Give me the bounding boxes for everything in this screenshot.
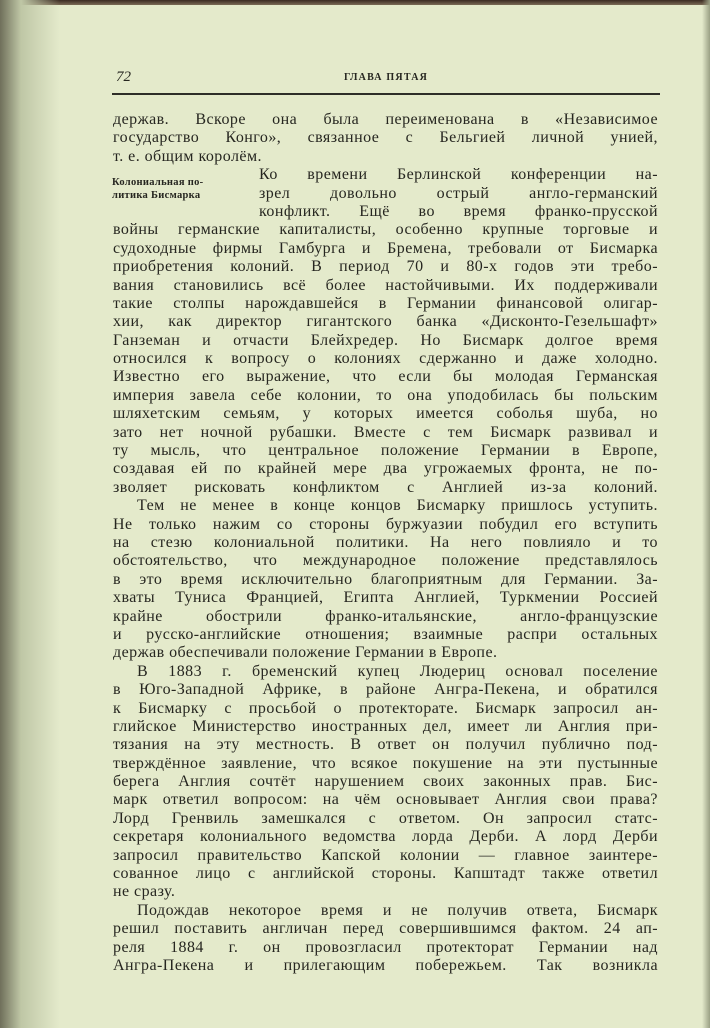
text-line: империя завела себе колонии, то она уподобилась бы польским	[113, 386, 658, 404]
text-line: Известно его выражение, что если бы молодая Германская	[113, 368, 658, 386]
text-line: тязания на эту местность. В ответ он получил публично под-	[113, 736, 658, 754]
text-line: государство Конго», связанное с Бельгией личной унией,	[113, 129, 658, 147]
text-line: реля 1884 г. он провозгласил протекторат Германии над	[113, 938, 658, 956]
text-line: тверждённое заявление, что всякое покушение на эти пустынные	[113, 754, 658, 772]
text-line: не сразу.	[113, 883, 176, 901]
text-line: шляхетским семьям, у которых имеется соболья шуба, но	[113, 405, 658, 423]
text-line: судоходные фирмы Гамбурга и Бремена, требовали от Бисмарка	[113, 239, 658, 257]
text-line: в это время исключительно благоприятным для Германии. За-	[113, 570, 658, 588]
text-line: обстоятельство, что международное положение представлялось	[113, 552, 658, 570]
text-line: крайне обострили франко-итальянские, англо-французские	[113, 607, 658, 625]
text-line: марк ответил вопросом: на чём основывает Англия свои права?	[113, 791, 658, 809]
text-line: зато нет ночной рубашки. Вместе с тем Бисмарк развивал и	[113, 423, 658, 441]
text-line: Ангра-Пекена и прилегающим побережьем. Так возникла	[113, 956, 658, 974]
header-rule	[112, 93, 660, 95]
text-line: запросил правительство Капской колонии — главное заинтере-	[113, 846, 658, 864]
text-line: Не только нажим со стороны буржуазии побудил его вступить	[113, 515, 658, 533]
text-line: Ганземан и отчасти Блейхредер. Но Бисмарк долгое время	[113, 331, 658, 349]
text-line: берега Англия сочтёт нарушением своих законных прав. Бис-	[113, 773, 658, 791]
text-line: приобретения колоний. В период 70 и 80-х годов эти требо-	[113, 258, 658, 276]
text-line: и русско-английские отношения; взаимные распри остальных	[113, 625, 658, 643]
text-line: В 1883 г. бременский купец Людериц основал поселение	[137, 662, 658, 680]
text-line: сованное лицо с английской стороны. Капштадт также ответил	[113, 865, 658, 883]
text-line: такие столпы нарождавшейся в Германии финансовой олигар-	[113, 294, 658, 312]
text-line: т. е. общим королём.	[113, 147, 262, 165]
sidenote-line: литика Бисмарка	[112, 190, 201, 201]
text-line: ту мысль, что центральное положение Германии в Европе,	[113, 442, 658, 460]
text-line: глийское Министерство иностранных дел, имеет ли Англия при-	[113, 717, 658, 735]
text-line: Лорд Гренвиль замешкался с ответом. Он запросил статс-	[113, 809, 658, 827]
text-line: создавая ей по крайней мере два угрожаемых фронта, не по-	[113, 460, 658, 478]
sidenote-line: Колониальная по-	[112, 177, 204, 188]
text-line: держав. Вскоре она была переименована в «Независимое	[113, 111, 658, 128]
text-line: Тем не менее в конце концов Бисмарку пришлось уступить.	[137, 497, 658, 515]
text-line: Подождав некоторое время и не получив ответа, Бисмарк	[137, 901, 658, 919]
text-line: зволяет рисковать конфликтом с Англией из-за колоний.	[113, 478, 658, 496]
text-line: Ко времени Берлинской конференции на-	[259, 166, 658, 184]
text-line: держав обеспечивали положение Германии в Европе.	[113, 644, 498, 662]
running-head: ГЛАВА ПЯТАЯ	[343, 72, 429, 83]
text-line: на стезю колониальной политики. На него повлияло и то	[113, 533, 658, 551]
text-line: войны германские капиталисты, особенно крупные торговые и	[113, 221, 658, 239]
text-line: зрел довольно острый англо-германский	[259, 184, 658, 202]
text-line: хваты Туниса Францией, Египта Англией, Туркмении Россией	[113, 589, 658, 607]
text-line: относился к вопросу о колониях сдержанно и даже холодно.	[113, 350, 658, 368]
text-line: решил поставить англичан перед совершившимся фактом. 24 ап-	[113, 920, 658, 938]
scan-right-edge	[702, 0, 710, 1028]
scan-binding-shadow	[0, 0, 60, 1028]
body-text	[113, 111, 658, 975]
page-number: 72	[116, 69, 131, 85]
text-line: хии, как директор гигантского банка «Дисконто-Гезельшафт»	[113, 313, 658, 331]
text-line: секретаря колониального ведомства лорда Дерби. А лорд Дерби	[113, 828, 658, 846]
text-line: в Юго-Западной Африке, в районе Ангра-Пекена, и обратился	[113, 681, 658, 699]
text-line: конфликт. Ещё во время франко-прусской	[259, 202, 658, 220]
text-line: вания становились всё более настойчивыми. Их поддерживали	[113, 276, 658, 294]
scan-top-edge	[0, 0, 710, 5]
text-line: к Бисмарку с просьбой о протекторате. Бисмарк запросил ан-	[113, 699, 658, 717]
